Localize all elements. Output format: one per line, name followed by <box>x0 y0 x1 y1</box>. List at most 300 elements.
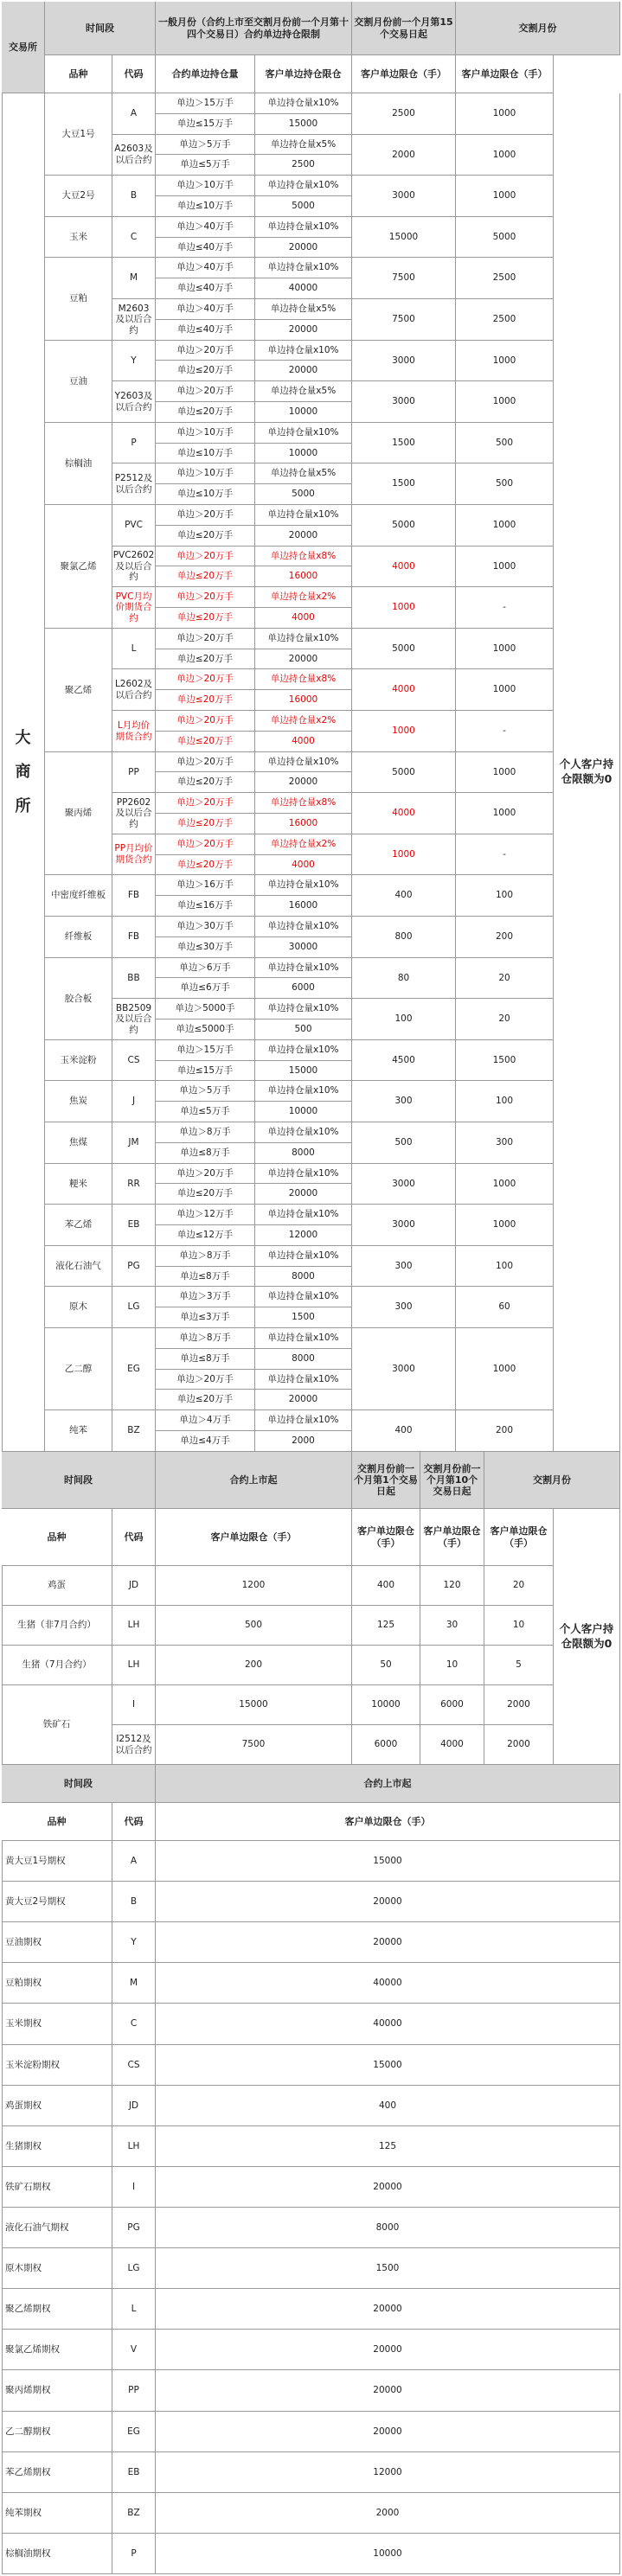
position-size-cell: 单边＞20万手 <box>156 793 255 814</box>
client-limit-cell: 4000 <box>255 732 352 752</box>
variety-cell: 鸡蛋 <box>2 1566 112 1606</box>
listing-limit-cell: 500 <box>156 1606 352 1646</box>
client-limit-cell: 单边持仓量x10% <box>255 176 352 196</box>
delivery-month-limit-cell: 200 <box>456 1410 554 1452</box>
code-cell: BZ <box>112 1410 156 1452</box>
client-limit-cell: 8000 <box>255 1143 352 1164</box>
period-header: 时间段 <box>2 1765 156 1803</box>
code-cell: EB <box>112 1205 156 1246</box>
code-header: 代码 <box>112 1509 156 1566</box>
client-limit-cell: 8000 <box>255 1267 352 1287</box>
code-cell: FB <box>112 875 156 917</box>
position-size-cell: 单边＞40万手 <box>156 217 255 238</box>
delivery-month-header: 交割月份 <box>456 2 620 55</box>
delivery-month-header: 交割月份 <box>484 1452 620 1509</box>
pre-first-limit-header: 客户单边限仓（手） <box>352 1509 420 1566</box>
position-size-cell: 单边＞3万手 <box>156 1287 255 1307</box>
code-cell: PP2602及以后合约 <box>112 793 156 834</box>
client-limit-cell: 10000 <box>255 1102 352 1122</box>
code-cell: Y2603及以后合约 <box>112 381 156 423</box>
position-size-cell: 单边＞40万手 <box>156 258 255 278</box>
listing-limit-cell: 1200 <box>156 1566 352 1606</box>
position-size-cell: 单边＞20万手 <box>156 341 255 361</box>
delivery-month-limit-cell: 1000 <box>456 135 554 176</box>
position-size-cell: 单边≤20万手 <box>156 361 255 381</box>
position-size-cell: 单边＞15万手 <box>156 1040 255 1061</box>
delivery-month-limit-cell: 1000 <box>456 752 554 793</box>
variety-cell: 豆油 <box>45 341 112 423</box>
client-limit-cell: 15000 <box>255 1061 352 1081</box>
option-limit-cell: 40000 <box>156 1963 620 2004</box>
client-limit-cell: 500 <box>255 1020 352 1040</box>
option-variety-cell: 聚氯乙烯期权 <box>2 2330 112 2370</box>
position-size-cell: 单边≤15万手 <box>156 114 255 135</box>
listing-limit-cell: 200 <box>156 1646 352 1685</box>
client-limit-cell: 20000 <box>255 320 352 341</box>
pre-delivery-limit-cell: 5000 <box>352 629 456 669</box>
listing-limit-cell: 15000 <box>156 1685 352 1725</box>
option-variety-cell: 棕榈油期权 <box>2 2534 112 2574</box>
code-cell: M <box>112 258 156 299</box>
pre-first-limit-cell: 50 <box>352 1646 420 1685</box>
option-limit-cell: 20000 <box>156 2412 620 2452</box>
pre-delivery-limit-cell: 3000 <box>352 1328 456 1410</box>
code-cell: M2603及以后合约 <box>112 299 156 341</box>
delivery-month-limit-cell: 2500 <box>456 258 554 299</box>
pre-delivery-limit-cell: 300 <box>352 1081 456 1122</box>
client-limit-cell: 单边持仓量x10% <box>255 629 352 649</box>
variety-cell: 苯乙烯 <box>45 1205 112 1246</box>
pre-delivery-limit-cell: 3000 <box>352 176 456 217</box>
delivery-month-limit-cell: 60 <box>456 1287 554 1328</box>
code-cell: JM <box>112 1122 156 1164</box>
variety-header: 品种 <box>2 1509 112 1566</box>
option-variety-cell: 豆油期权 <box>2 1922 112 1963</box>
option-limit-cell: 15000 <box>156 2045 620 2086</box>
variety-cell: 大豆2号 <box>45 176 112 217</box>
variety-header: 品种 <box>45 55 112 93</box>
position-size-cell: 单边＞10万手 <box>156 463 255 484</box>
variety-cell: 纯苯 <box>45 1410 112 1452</box>
code-cell: PVC2602及以后合约 <box>112 547 156 587</box>
position-size-cell: 单边＞5万手 <box>156 135 255 155</box>
pre-delivery-limit-cell: 4500 <box>352 1040 456 1081</box>
pre-delivery-limit-cell: 2000 <box>352 135 456 176</box>
client-limit-cell: 单边持仓量x10% <box>255 1328 352 1349</box>
code-cell: A2603及以后合约 <box>112 135 156 176</box>
position-size-cell: 单边＞20万手 <box>156 752 255 772</box>
pre-delivery-limit-cell: 1000 <box>352 834 456 875</box>
option-code-cell: I <box>112 2167 156 2208</box>
position-size-cell: 单边＞20万手 <box>156 587 255 608</box>
client-limit-cell: 单边持仓量x10% <box>255 423 352 444</box>
delivery-month-limit-cell: 1000 <box>456 93 554 135</box>
position-size-cell: 单边＞20万手 <box>156 505 255 526</box>
delivery-month-limit-cell: 1000 <box>456 1164 554 1205</box>
position-size-cell: 单边＞8万手 <box>156 1328 255 1349</box>
code-cell: BB2509及以后合约 <box>112 999 156 1040</box>
position-size-cell: 单边≤40万手 <box>156 320 255 341</box>
client-limit-cell: 单边持仓量x5% <box>255 463 352 484</box>
option-variety-cell: 聚乙烯期权 <box>2 2289 112 2330</box>
pre-first-limit-cell: 10000 <box>352 1685 420 1725</box>
code-cell: C <box>112 217 156 258</box>
variety-cell: 生猪（7月合约） <box>2 1646 112 1685</box>
client-limit-cell: 单边持仓量x10% <box>255 875 352 896</box>
option-limit-cell: 20000 <box>156 2167 620 2208</box>
position-size-cell: 单边≤30万手 <box>156 937 255 958</box>
delivery-month-limit-cell: 1000 <box>456 341 554 381</box>
position-size-cell: 单边＞6万手 <box>156 958 255 978</box>
code-cell: PP月均价期货合约 <box>112 834 156 875</box>
position-size-cell: 单边＞10万手 <box>156 176 255 196</box>
pre-tenth-limit-cell: 30 <box>420 1606 484 1646</box>
delivery-month-limit-cell: 5000 <box>456 217 554 258</box>
client-limit-cell: 单边持仓量x10% <box>255 1205 352 1225</box>
client-limit-cell: 单边持仓量x8% <box>255 669 352 690</box>
code-cell: LH <box>112 1606 156 1646</box>
client-limit-cell: 20000 <box>255 238 352 258</box>
code-cell: LG <box>112 1287 156 1328</box>
client-limit-cell: 5000 <box>255 196 352 217</box>
variety-cell: 原木 <box>45 1287 112 1328</box>
position-size-cell: 单边≤20万手 <box>156 402 255 423</box>
client-limit-cell: 5000 <box>255 484 352 505</box>
pre-delivery-limit-cell: 400 <box>352 1410 456 1452</box>
position-size-cell: 单边＞12万手 <box>156 1205 255 1225</box>
variety-cell: 豆粕 <box>45 258 112 341</box>
client-limit-cell: 单边持仓量x10% <box>255 1081 352 1102</box>
delivery-month-limit-cell: 100 <box>456 1081 554 1122</box>
client-limit-cell: 2000 <box>255 1431 352 1452</box>
client-limit-cell: 单边持仓量x5% <box>255 381 352 402</box>
variety-cell: 粳米 <box>45 1164 112 1205</box>
pre-delivery-limit-cell: 400 <box>352 875 456 917</box>
dm-limit-header: 客户单边限仓（手） <box>456 55 554 93</box>
client-limit-cell: 单边持仓量x10% <box>255 1246 352 1267</box>
code-cell: RR <box>112 1164 156 1205</box>
code-header: 代码 <box>112 55 156 93</box>
code-cell: PP <box>112 752 156 793</box>
period-header: 时间段 <box>45 2 156 55</box>
option-limit-cell: 2000 <box>156 2493 620 2534</box>
pre-delivery-limit-cell: 1500 <box>352 423 456 463</box>
position-size-cell: 单边＞20万手 <box>156 834 255 855</box>
client-limit-cell: 单边持仓量x5% <box>255 135 352 155</box>
pre-delivery-limit-cell: 4000 <box>352 547 456 587</box>
option-limit-cell: 12000 <box>156 2452 620 2493</box>
delivery-month-limit-cell: 1000 <box>456 381 554 423</box>
code-cell: FB <box>112 917 156 958</box>
client-limit-cell: 10000 <box>255 444 352 463</box>
position-size-cell: 单边＞20万手 <box>156 711 255 732</box>
variety-cell: 大豆1号 <box>45 93 112 176</box>
client-limit-cell: 单边持仓量x10% <box>255 752 352 772</box>
position-size-cell: 单边≤20万手 <box>156 566 255 587</box>
code-cell: I2512及以后合约 <box>112 1725 156 1765</box>
position-size-cell: 单边≤6万手 <box>156 978 255 999</box>
option-code-cell: EB <box>112 2452 156 2493</box>
position-size-cell: 单边≤5000手 <box>156 1020 255 1040</box>
pre-delivery-limit-cell: 1000 <box>352 711 456 752</box>
pre-tenth-limit-cell: 4000 <box>420 1725 484 1765</box>
client-limit-cell: 单边持仓量x10% <box>255 1287 352 1307</box>
delivery-month-limit-cell: 100 <box>456 875 554 917</box>
code-cell: PVC <box>112 505 156 547</box>
option-code-cell: BZ <box>112 2493 156 2534</box>
position-size-cell: 单边≤8万手 <box>156 1143 255 1164</box>
code-cell: BB <box>112 958 156 999</box>
position-size-cell: 单边≤20万手 <box>156 814 255 834</box>
position-size-cell: 单边＞20万手 <box>156 629 255 649</box>
variety-cell: 聚丙烯 <box>45 752 112 875</box>
option-code-cell: LG <box>112 2248 156 2289</box>
position-size-cell: 单边≤20万手 <box>156 608 255 629</box>
listing-header: 合约上市起 <box>156 1765 620 1803</box>
delivery-month-limit-cell: 200 <box>456 917 554 958</box>
position-size-cell: 单边≤15万手 <box>156 1061 255 1081</box>
code-cell: JD <box>112 1566 156 1606</box>
client-limit-cell: 单边持仓量x10% <box>255 1040 352 1061</box>
client-limit-cell: 单边持仓量x10% <box>255 258 352 278</box>
variety-header: 品种 <box>2 1803 112 1841</box>
option-variety-cell: 聚丙烯期权 <box>2 2370 112 2412</box>
option-limit-cell: 400 <box>156 2086 620 2126</box>
option-variety-cell: 乙二醇期权 <box>2 2412 112 2452</box>
position-size-cell: 单边≤5万手 <box>156 155 255 176</box>
code-cell: A <box>112 93 156 135</box>
option-variety-cell: 玉米期权 <box>2 2004 112 2045</box>
position-size-cell: 单边≤8万手 <box>156 1349 255 1370</box>
client-limit-cell: 20000 <box>255 526 352 547</box>
option-variety-cell: 鸡蛋期权 <box>2 2086 112 2126</box>
code-cell: B <box>112 176 156 217</box>
position-size-cell: 单边≤40万手 <box>156 238 255 258</box>
position-size-cell: 单边＞8万手 <box>156 1246 255 1267</box>
pre-delivery-limit-cell: 1000 <box>352 587 456 629</box>
delivery-month-limit-cell: 2000 <box>484 1685 554 1725</box>
pre-delivery-limit-cell: 7500 <box>352 299 456 341</box>
client-limit-cell: 20000 <box>255 1184 352 1205</box>
position-size-cell: 单边≤3万手 <box>156 1307 255 1328</box>
client-limit-cell: 单边持仓量x10% <box>255 1370 352 1390</box>
option-variety-cell: 黄大豆1号期权 <box>2 1841 112 1882</box>
delivery-month-limit-cell: 10 <box>484 1606 554 1646</box>
delivery-month-limit-cell: 1000 <box>456 1205 554 1246</box>
option-code-cell: B <box>112 1882 156 1922</box>
pre-delivery-limit-cell: 80 <box>352 958 456 999</box>
position-size-cell: 单边≤10万手 <box>156 444 255 463</box>
delivery-month-limit-cell: 300 <box>456 1122 554 1164</box>
client-limit-cell: 16000 <box>255 896 352 917</box>
position-limit-sheet <box>2 2 620 2574</box>
client-limit-cell: 15000 <box>255 114 352 135</box>
code-cell: LH <box>112 1646 156 1685</box>
position-size-cell: 单边＞20万手 <box>156 669 255 690</box>
pre-delivery-limit-cell: 3000 <box>352 341 456 381</box>
option-limit-cell: 125 <box>156 2126 620 2167</box>
pre-delivery-limit-cell: 5000 <box>352 752 456 793</box>
client-limit-header: 客户单边限仓（手） <box>156 1803 620 1841</box>
option-variety-cell: 液化石油气期权 <box>2 2208 112 2248</box>
listing-header: 合约上市起 <box>156 1452 352 1509</box>
delivery-month-limit-cell: 1000 <box>456 793 554 834</box>
code-cell: J <box>112 1081 156 1122</box>
option-code-cell: Y <box>112 1922 156 1963</box>
pre-first-day-header: 交割月份前一个月第1个交易日起 <box>352 1452 420 1509</box>
code-cell: L2602及以后合约 <box>112 669 156 711</box>
option-code-cell: EG <box>112 2412 156 2452</box>
delivery-month-limit-cell: 100 <box>456 1246 554 1287</box>
pre-tenth-limit-cell: 120 <box>420 1566 484 1606</box>
client-limit-cell: 1500 <box>255 1307 352 1328</box>
code-cell: EG <box>112 1328 156 1410</box>
code-cell: L月均价期货合约 <box>112 711 156 752</box>
client-limit-cell: 单边持仓量x2% <box>255 834 352 855</box>
position-size-cell: 单边≤40万手 <box>156 278 255 299</box>
delivery-month-limit-cell: 5 <box>484 1646 554 1685</box>
option-limit-cell: 20000 <box>156 2370 620 2412</box>
pre-delivery-limit-cell: 300 <box>352 1246 456 1287</box>
position-size-cell: 单边＞20万手 <box>156 381 255 402</box>
pre-tenth-day-header: 交割月份前一个月第10个交易日起 <box>420 1452 484 1509</box>
position-size-cell: 单边≤4万手 <box>156 1431 255 1452</box>
variety-cell: 液化石油气 <box>45 1246 112 1287</box>
client-limit-cell: 单边持仓量x10% <box>255 1410 352 1431</box>
code-header: 代码 <box>112 1803 156 1841</box>
code-cell: P <box>112 423 156 463</box>
variety-cell: 玉米淀粉 <box>45 1040 112 1081</box>
variety-cell: 生猪（非7月合约） <box>2 1606 112 1646</box>
pre-first-limit-cell: 400 <box>352 1566 420 1606</box>
client-limit-cell: 单边持仓量x10% <box>255 958 352 978</box>
option-code-cell: LH <box>112 2126 156 2167</box>
client-limit-cell: 20000 <box>255 1390 352 1410</box>
option-limit-cell: 20000 <box>156 1882 620 1922</box>
variety-cell: 聚氯乙烯 <box>45 505 112 629</box>
option-variety-cell: 原木期权 <box>2 2248 112 2289</box>
delivery-month-limit-cell: 20 <box>456 999 554 1040</box>
option-variety-cell: 生猪期权 <box>2 2126 112 2167</box>
client-limit-header: 客户单边持仓限仓 <box>255 55 352 93</box>
client-limit-cell: 30000 <box>255 937 352 958</box>
pre-delivery-limit-cell: 500 <box>352 1122 456 1164</box>
client-limit-cell: 4000 <box>255 608 352 629</box>
pre-delivery-limit-cell: 7500 <box>352 258 456 299</box>
option-code-cell: V <box>112 2330 156 2370</box>
position-size-cell: 单边＞5万手 <box>156 1081 255 1102</box>
option-variety-cell: 铁矿石期权 <box>2 2167 112 2208</box>
variety-cell: 焦煤 <box>45 1122 112 1164</box>
position-size-cell: 单边＞8万手 <box>156 1122 255 1143</box>
pre-delivery-limit-cell: 3000 <box>352 1205 456 1246</box>
delivery-month-limit-cell: 1500 <box>456 1040 554 1081</box>
delivery-month-limit-cell: 1000 <box>456 1328 554 1410</box>
position-size-cell: 单边＞20万手 <box>156 1164 255 1184</box>
client-limit-cell: 单边持仓量x10% <box>255 341 352 361</box>
position-size-cell: 单边≤20万手 <box>156 526 255 547</box>
pre-delivery-limit-cell: 3000 <box>352 381 456 423</box>
position-size-cell: 单边≤20万手 <box>156 855 255 875</box>
option-variety-cell: 豆粕期权 <box>2 1963 112 2004</box>
code-cell: Y <box>112 341 156 381</box>
position-size-cell: 单边＞20万手 <box>156 1370 255 1390</box>
client-limit-cell: 单边持仓量x8% <box>255 547 352 566</box>
client-limit-cell: 单边持仓量x8% <box>255 793 352 814</box>
pre-tenth-limit-cell: 6000 <box>420 1685 484 1725</box>
client-limit-cell: 单边持仓量x10% <box>255 505 352 526</box>
delivery-month-limit-cell: 20 <box>484 1566 554 1606</box>
client-limit-cell: 16000 <box>255 566 352 587</box>
option-code-cell: PG <box>112 2208 156 2248</box>
option-limit-cell: 15000 <box>156 1841 620 1882</box>
dm-limit-header: 客户单边限仓（手） <box>484 1509 554 1566</box>
variety-cell: 中密度纤维板 <box>45 875 112 917</box>
exchange-header: 交易所 <box>2 2 45 93</box>
option-limit-cell: 8000 <box>156 2208 620 2248</box>
pre-delivery-limit-cell: 100 <box>352 999 456 1040</box>
delivery-month-limit-cell: 1000 <box>456 669 554 711</box>
variety-cell: 焦炭 <box>45 1081 112 1122</box>
pre-delivery-limit-cell: 5000 <box>352 505 456 547</box>
position-size-header: 合约单边持仓量 <box>156 55 255 93</box>
pre-tenth-limit-cell: 10 <box>420 1646 484 1685</box>
position-size-cell: 单边≤10万手 <box>156 484 255 505</box>
code-cell: PVC月均价期货合约 <box>112 587 156 629</box>
individual-limit-note: 个人客户持仓限额为0 <box>554 93 620 1452</box>
position-size-cell: 单边＞5000手 <box>156 999 255 1020</box>
pre-delivery-limit-cell: 3000 <box>352 1164 456 1205</box>
position-size-cell: 单边＞15万手 <box>156 93 255 114</box>
code-cell: CS <box>112 1040 156 1081</box>
position-size-cell: 单边≤20万手 <box>156 1390 255 1410</box>
position-size-cell: 单边≤20万手 <box>156 1184 255 1205</box>
delivery-month-limit-cell: 2500 <box>456 299 554 341</box>
variety-cell: 玉米 <box>45 217 112 258</box>
delivery-month-limit-cell: 500 <box>456 463 554 505</box>
code-cell: I <box>112 1685 156 1725</box>
position-size-cell: 单边＞20万手 <box>156 547 255 566</box>
option-code-cell: L <box>112 2289 156 2330</box>
pre-tenth-limit-header: 客户单边限仓（手） <box>420 1509 484 1566</box>
position-size-cell: 单边≤16万手 <box>156 896 255 917</box>
variety-cell: 铁矿石 <box>2 1685 112 1765</box>
option-code-cell: PP <box>112 2370 156 2412</box>
client-limit-cell: 单边持仓量x10% <box>255 1122 352 1143</box>
exchange-name: 大 商 所 <box>2 93 45 1452</box>
option-limit-cell: 20000 <box>156 1922 620 1963</box>
pre-delivery-limit-cell: 4000 <box>352 669 456 711</box>
option-code-cell: JD <box>112 2086 156 2126</box>
client-limit-cell: 单边持仓量x2% <box>255 587 352 608</box>
client-limit-cell: 16000 <box>255 690 352 711</box>
variety-cell: 纤维板 <box>45 917 112 958</box>
option-variety-cell: 纯苯期权 <box>2 2493 112 2534</box>
client-limit-cell: 2500 <box>255 155 352 176</box>
pre-delivery-header: 交割月份前一个月第15个交易日起 <box>352 2 456 55</box>
client-limit-cell: 单边持仓量x2% <box>255 711 352 732</box>
client-limit-cell: 单边持仓量x10% <box>255 1164 352 1184</box>
variety-cell: 胶合板 <box>45 958 112 1040</box>
client-limit-cell: 单边持仓量x5% <box>255 299 352 320</box>
option-limit-cell: 20000 <box>156 2330 620 2370</box>
position-size-cell: 单边≤20万手 <box>156 649 255 669</box>
code-cell: PG <box>112 1246 156 1287</box>
option-code-cell: CS <box>112 2045 156 2086</box>
option-variety-cell: 苯乙烯期权 <box>2 2452 112 2493</box>
position-size-cell: 单边≤8万手 <box>156 1267 255 1287</box>
delivery-month-limit-cell: 1000 <box>456 629 554 669</box>
